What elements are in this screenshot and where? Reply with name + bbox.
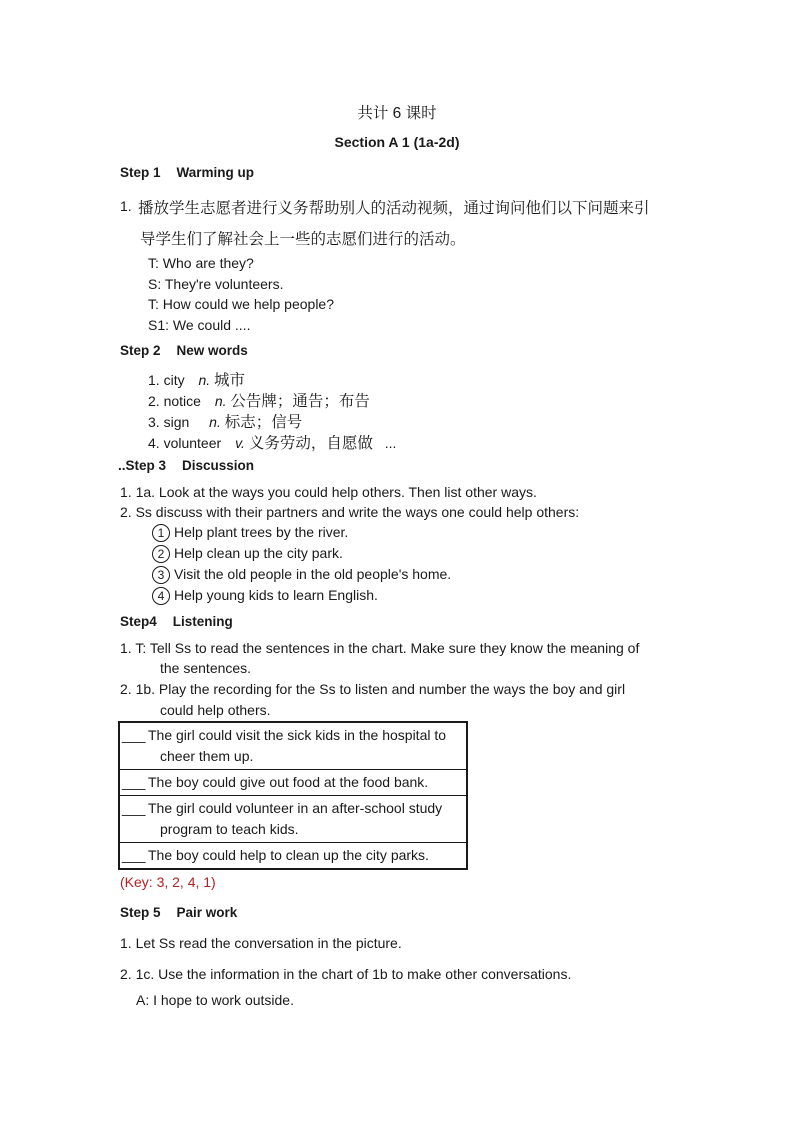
way-item: 4 Help young kids to learn English. [152, 587, 378, 605]
part-of-speech: n. [198, 372, 211, 388]
step1-item-number: 1. [120, 198, 132, 214]
circled-number: 2 [152, 545, 170, 563]
page-title: 共计 6 课时 [357, 105, 437, 122]
step4-heading [120, 614, 233, 629]
step3-prefix: .. [118, 458, 126, 473]
word: volunteer [163, 435, 222, 451]
chart-row: ___ The boy could give out food at the food bank. [119, 770, 467, 796]
step5-name: Pair work [176, 905, 238, 920]
step5-label: Step 5 [120, 905, 161, 920]
step5-heading [120, 905, 237, 920]
step1-name: Warming up [176, 165, 255, 180]
step1-item-line2: 导学生们了解社会上一些的志愿们进行的活动。 [140, 231, 466, 248]
section-heading: Section A 1 (1a-2d) [334, 134, 460, 150]
chart-row: ___ The boy could help to clean up the city parks. [119, 843, 467, 870]
step3-name: Discussion [182, 458, 255, 473]
step4-line1: 1. T: Tell Ss to read the sentences in the chart. Make sure they know the meaning of [120, 640, 640, 656]
step2-label: Step 2 [120, 343, 161, 358]
answer-key: (Key: 3, 2, 4, 1) [120, 874, 216, 890]
step2-heading [120, 343, 248, 358]
ellipsis: ... [384, 435, 397, 451]
word: sign [163, 414, 190, 430]
step5-line2: 2. 1c. Use the information in the chart of 1b to make other conversations. [120, 966, 572, 982]
step3-line2: 2. Ss discuss with their partners and write the ways one could help others: [120, 504, 580, 520]
step1-item-line1: 播放学生志愿者进行义务帮助别人的活动视频，通过询问他们以下问题来引 [138, 200, 650, 217]
way-item: 2 Help clean up the city park. [152, 545, 343, 563]
step4-line2: 2. 1b. Play the recording for the Ss to listen and number the ways the boy and girl [120, 681, 626, 697]
dialogue-line: S: They're volunteers. [148, 276, 284, 292]
answer-blank[interactable]: ___ [122, 800, 146, 816]
word-item: 4. volunteer v. 义务劳动，自愿做 ... [148, 435, 397, 452]
step4-line2-cont: could help others. [160, 702, 271, 718]
way-item: 1 Help plant trees by the river. [152, 524, 348, 542]
step2-name: New words [176, 343, 248, 358]
part-of-speech: v. [235, 435, 245, 451]
step3-line1: 1. 1a. Look at the ways you could help others. Then list other ways. [120, 484, 537, 500]
dialogue-line: T: Who are they? [148, 255, 254, 271]
dialogue-line: S1: We could .... [148, 317, 251, 333]
circled-number: 3 [152, 566, 170, 584]
step5-line1: 1. Let Ss read the conversation in the picture. [120, 935, 402, 951]
step5-line3: A: I hope to work outside. [136, 992, 294, 1008]
word-meaning: 城市 [214, 372, 246, 389]
listening-chart [118, 721, 468, 870]
word-item: 3. sign n. 标志；信号 [148, 414, 303, 431]
part-of-speech: n. [209, 414, 221, 430]
step3-heading [118, 458, 254, 473]
word: city [163, 372, 185, 388]
chart-row: ___ The girl could volunteer in an after-school study program to teach kids. [119, 796, 467, 843]
word: notice [163, 393, 201, 409]
part-of-speech: n. [214, 393, 227, 409]
word-meaning: 义务劳动，自愿做 [248, 435, 373, 452]
step1-label: Step 1 [120, 165, 161, 180]
circled-number: 4 [152, 587, 170, 605]
word-meaning: 标志；信号 [224, 414, 303, 431]
step3-label: Step 3 [125, 458, 167, 473]
answer-blank[interactable]: ___ [122, 774, 146, 790]
way-item: 3 Visit the old people in the old people's home. [152, 566, 451, 584]
circled-number: 1 [152, 524, 170, 542]
word-meaning: 公告牌；通告；布告 [230, 393, 370, 410]
answer-blank[interactable]: ___ [122, 727, 146, 743]
chart-row: ___ The girl could visit the sick kids in the hospital to cheer them up. [122, 727, 447, 764]
step4-line1-cont: the sentences. [160, 660, 252, 676]
dialogue-line: T: How could we help people? [148, 296, 335, 312]
step1-heading [120, 165, 254, 180]
word-item: 1. city n. 城市 [148, 372, 246, 389]
word-item: 2. notice n. 公告牌；通告；布告 [148, 393, 370, 410]
step4-name: Listening [172, 614, 233, 629]
answer-blank[interactable]: ___ [122, 847, 146, 863]
step4-label: Step4 [120, 614, 157, 629]
